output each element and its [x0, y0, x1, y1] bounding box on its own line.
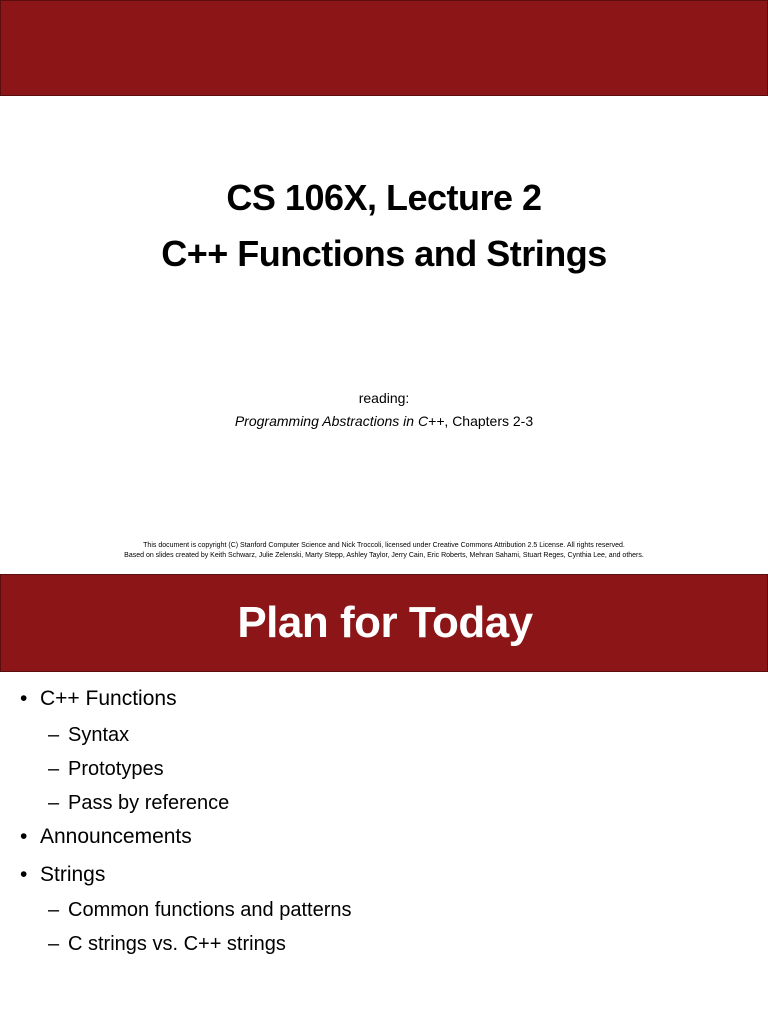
- sub-bullet-label: Common functions and patterns: [68, 899, 352, 921]
- reading-chapters: , Chapters 2-3: [444, 413, 534, 429]
- sub-bullet-label: Syntax: [68, 724, 130, 746]
- bullet-label: Announcements: [40, 825, 192, 848]
- slide-title: Plan for Today: [237, 598, 533, 647]
- sub-bullet-marker: –: [48, 758, 60, 780]
- sub-bullet-label: Prototypes: [68, 758, 164, 780]
- bullet-item: [20, 684, 177, 714]
- sub-bullet-marker: –: [48, 792, 60, 814]
- bullet-label: C++ Functions: [40, 687, 177, 710]
- sub-bullet-item: [48, 754, 164, 784]
- reading-info: [0, 387, 768, 433]
- sub-bullet-item: [48, 720, 129, 750]
- bullet-item: [20, 860, 105, 890]
- copyright-line-2: Based on slides created by Keith Schwarz, Julie Zelenski, Marty Stepp, Ashley Taylor, Jerry Cain, Eric Roberts, Mehran Sahami, Stuart Reges, Cynthia Lee, and others.: [124, 552, 644, 559]
- bullet-marker: •: [20, 863, 28, 886]
- plan-slide: [0, 574, 768, 1024]
- sub-bullet-item: [48, 788, 229, 818]
- sub-bullet-label: Pass by reference: [68, 792, 230, 814]
- reading-reference: [0, 410, 768, 433]
- sub-bullet-item: [48, 895, 352, 925]
- copyright-line-1: This document is copyright (C) Stanford Computer Science and Nick Troccoli, licensed under Creative Commons Attribution 2.5 License. All rights reserved.: [143, 542, 625, 549]
- sub-bullet-marker: –: [48, 724, 60, 746]
- slide-title: [0, 170, 768, 282]
- bullet-marker: •: [20, 687, 28, 710]
- title-line-1: CS 106X, Lecture 2: [226, 177, 542, 218]
- title-line-2: C++ Functions and Strings: [161, 233, 607, 274]
- reading-book-title: Programming Abstractions in C++: [234, 413, 445, 429]
- sub-bullet-label: C strings vs. C++ strings: [68, 933, 286, 955]
- bullet-item: [20, 822, 192, 852]
- sub-bullet-marker: –: [48, 899, 60, 921]
- reading-label: reading:: [358, 390, 410, 406]
- header-band: [0, 574, 768, 672]
- header-band: [0, 0, 768, 96]
- sub-bullet-item: [48, 929, 286, 959]
- bullet-marker: •: [20, 825, 28, 848]
- bullet-label: Strings: [40, 863, 106, 886]
- sub-bullet-marker: –: [48, 933, 60, 955]
- copyright-notice: [0, 541, 768, 561]
